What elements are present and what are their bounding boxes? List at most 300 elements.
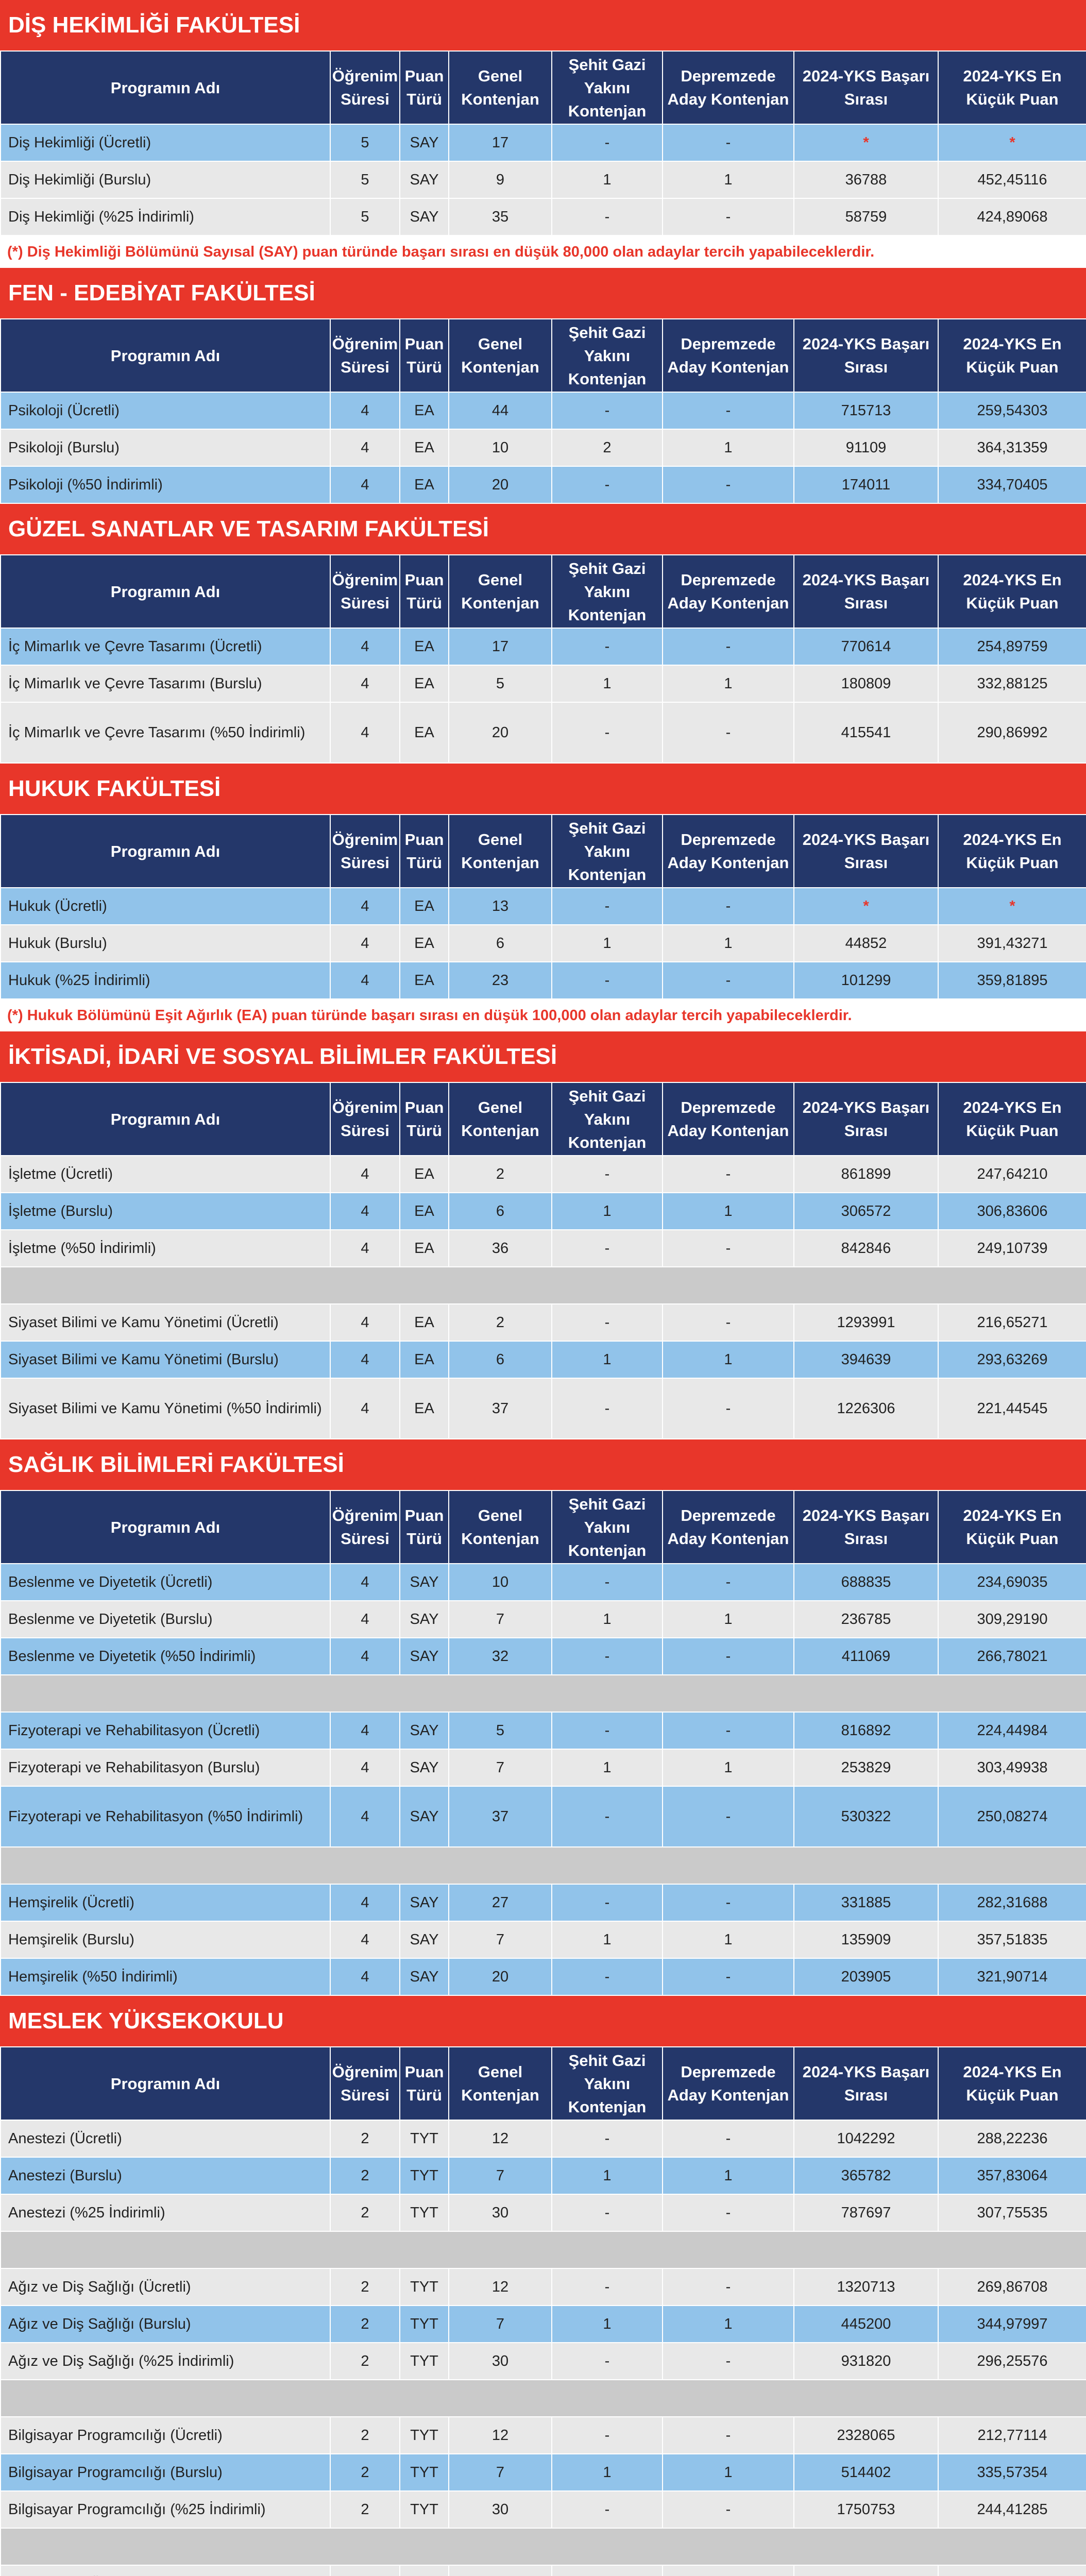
duration-cell: 4: [330, 925, 400, 962]
column-header: Şehit Gazi Yakını Kontenjan: [552, 51, 663, 124]
table-header-row: [1, 1082, 1086, 1156]
min-score-cell: 332,88125: [938, 665, 1086, 702]
footnote: (*) Diş Hekimliği Bölümünü Sayısal (SAY) puan türünde başarı sırası en düşük 80,000 olan adaylar tercih yapabileceklerdir.: [0, 236, 1086, 268]
min-score-cell: 288,22236: [938, 2120, 1086, 2157]
martyr-veteran-quota-cell: -: [552, 888, 663, 925]
faculty-title: MESLEK YÜKSEKOKULU: [0, 1996, 1086, 2046]
column-header: 2024-YKS Başarı Sırası: [794, 1490, 938, 1564]
ranking-cell: 688835: [794, 1564, 938, 1601]
program-name-cell: Psikoloji (%50 İndirimli): [1, 466, 330, 503]
general-quota-cell: 5: [449, 1712, 552, 1749]
program-table: [0, 554, 1086, 764]
score-type-cell: EA: [400, 702, 449, 763]
table-row: [1, 1884, 1086, 1921]
duration-cell: [330, 2565, 400, 2576]
table-row: [1, 1341, 1086, 1378]
min-score-cell: 234,69035: [938, 1564, 1086, 1601]
earthquake-quota-cell: -: [663, 2417, 794, 2454]
general-quota-cell: [449, 2565, 552, 2576]
min-score-cell: 334,70405: [938, 466, 1086, 503]
martyr-veteran-quota-cell: -: [552, 392, 663, 429]
duration-cell: 4: [330, 1193, 400, 1230]
min-score-cell: 224,44984: [938, 1712, 1086, 1749]
program-table: [0, 50, 1086, 236]
column-header: Şehit Gazi Yakını Kontenjan: [552, 555, 663, 628]
table-row: [1, 1958, 1086, 1995]
duration-cell: 4: [330, 1156, 400, 1193]
program-name-cell: Hemşirelik (Ücretli): [1, 1884, 330, 1921]
table-row: [1, 2268, 1086, 2306]
column-header: 2024-YKS En Küçük Puan: [938, 319, 1086, 392]
general-quota-cell: 20: [449, 702, 552, 763]
min-score-cell: 306,83606: [938, 1193, 1086, 1230]
general-quota-cell: 10: [449, 429, 552, 466]
martyr-veteran-quota-cell: -: [552, 1638, 663, 1675]
general-quota-cell: 7: [449, 2157, 552, 2194]
column-header: 2024-YKS En Küçük Puan: [938, 1490, 1086, 1564]
min-score-cell: [938, 888, 1086, 925]
duration-cell: 5: [330, 124, 400, 161]
column-header: Puan Türü: [400, 815, 449, 888]
martyr-veteran-quota-cell: 1: [552, 925, 663, 962]
score-type-cell: EA: [400, 888, 449, 925]
martyr-veteran-quota-cell: 1: [552, 665, 663, 702]
score-type-cell: EA: [400, 665, 449, 702]
earthquake-quota-cell: 1: [663, 429, 794, 466]
program-table: [0, 318, 1086, 504]
score-type-cell: TYT: [400, 2343, 449, 2380]
duration-cell: 5: [330, 161, 400, 198]
general-quota-cell: 36: [449, 1230, 552, 1267]
general-quota-cell: 12: [449, 2120, 552, 2157]
program-name-cell: Hukuk (Ücretli): [1, 888, 330, 925]
table-row: [1, 2491, 1086, 2528]
earthquake-quota-cell: -: [663, 628, 794, 665]
table-row: [1, 925, 1086, 962]
min-score-cell: 249,10739: [938, 1230, 1086, 1267]
min-score-cell: 424,89068: [938, 198, 1086, 235]
martyr-veteran-quota-cell: 1: [552, 1601, 663, 1638]
program-name-cell: Siyaset Bilimi ve Kamu Yönetimi (Ücretli): [1, 1304, 330, 1341]
program-name-cell: İç Mimarlık ve Çevre Tasarımı (%50 İndirimli): [1, 702, 330, 763]
score-type-cell: TYT: [400, 2417, 449, 2454]
martyr-veteran-quota-cell: -: [552, 1304, 663, 1341]
martyr-veteran-quota-cell: -: [552, 628, 663, 665]
min-score-cell: 364,31359: [938, 429, 1086, 466]
program-name-cell: İşletme (Ücretli): [1, 1156, 330, 1193]
min-score-cell: 282,31688: [938, 1884, 1086, 1921]
earthquake-quota-cell: -: [663, 1958, 794, 1995]
column-header: Şehit Gazi Yakını Kontenjan: [552, 1082, 663, 1156]
martyr-veteran-quota-cell: -: [552, 2343, 663, 2380]
general-quota-cell: 44: [449, 392, 552, 429]
faculty-title: İKTİSADİ, İDARİ VE SOSYAL BİLİMLER FAKÜLTESİ: [0, 1031, 1086, 1082]
duration-cell: 4: [330, 1601, 400, 1638]
earthquake-quota-cell: -: [663, 1156, 794, 1193]
score-type-cell: EA: [400, 1304, 449, 1341]
column-header: Programın Adı: [1, 555, 330, 628]
table-row: [1, 665, 1086, 702]
program-name-cell: Bilgisayar Programcılığı (%25 İndirimli): [1, 2491, 330, 2528]
program-name-cell: İşletme (Burslu): [1, 1193, 330, 1230]
score-type-cell: SAY: [400, 1601, 449, 1638]
column-header: 2024-YKS Başarı Sırası: [794, 815, 938, 888]
martyr-veteran-quota-cell: 1: [552, 1193, 663, 1230]
general-quota-cell: 2: [449, 1156, 552, 1193]
ranking-cell: 1320713: [794, 2268, 938, 2306]
column-header: Programın Adı: [1, 2047, 330, 2120]
program-name-cell: Anestezi (Ücretli): [1, 2120, 330, 2157]
group-separator: [1, 2380, 1086, 2417]
duration-cell: 2: [330, 2491, 400, 2528]
earthquake-quota-cell: -: [663, 1230, 794, 1267]
earthquake-quota-cell: 1: [663, 1193, 794, 1230]
martyr-veteran-quota-cell: -: [552, 2491, 663, 2528]
score-type-cell: SAY: [400, 1786, 449, 1847]
score-type-cell: SAY: [400, 198, 449, 235]
faculty-title: HUKUK FAKÜLTESİ: [0, 764, 1086, 814]
score-type-cell: EA: [400, 1193, 449, 1230]
program-name-cell: Hemşirelik (%50 İndirimli): [1, 1958, 330, 1995]
general-quota-cell: 30: [449, 2343, 552, 2380]
duration-cell: 4: [330, 1564, 400, 1601]
earthquake-quota-cell: 1: [663, 161, 794, 198]
earthquake-quota-cell: -: [663, 1304, 794, 1341]
min-score-cell: 357,83064: [938, 2157, 1086, 2194]
table-row: [1, 198, 1086, 235]
earthquake-quota-cell: -: [663, 2343, 794, 2380]
ranking-cell: 415541: [794, 702, 938, 763]
program-name-cell: Anestezi (%25 İndirimli): [1, 2194, 330, 2231]
earthquake-quota-cell: -: [663, 392, 794, 429]
duration-cell: 4: [330, 962, 400, 999]
table-row: [1, 1304, 1086, 1341]
duration-cell: 2: [330, 2157, 400, 2194]
ranking-cell: 101299: [794, 962, 938, 999]
faculty-title: GÜZEL SANATLAR VE TASARIM FAKÜLTESİ: [0, 504, 1086, 554]
duration-cell: 4: [330, 1341, 400, 1378]
general-quota-cell: 7: [449, 1749, 552, 1786]
column-header: Puan Türü: [400, 555, 449, 628]
ranking-cell: 44852: [794, 925, 938, 962]
table-row: [1, 2565, 1086, 2576]
table-row: [1, 1378, 1086, 1439]
min-score-cell: 296,25576: [938, 2343, 1086, 2380]
min-score-cell: 293,63269: [938, 1341, 1086, 1378]
score-type-cell: SAY: [400, 124, 449, 161]
min-score-cell: 307,75535: [938, 2194, 1086, 2231]
ranking-cell: 530322: [794, 1786, 938, 1847]
score-type-cell: SAY: [400, 1638, 449, 1675]
general-quota-cell: 7: [449, 2306, 552, 2343]
column-header: Şehit Gazi Yakını Kontenjan: [552, 815, 663, 888]
program-name-cell: Hukuk (Burslu): [1, 925, 330, 962]
column-header: Öğrenim Süresi: [330, 555, 400, 628]
martyr-veteran-quota-cell: -: [552, 962, 663, 999]
score-type-cell: EA: [400, 429, 449, 466]
earthquake-quota-cell: -: [663, 1712, 794, 1749]
earthquake-quota-cell: -: [663, 2120, 794, 2157]
general-quota-cell: 30: [449, 2491, 552, 2528]
score-type-cell: EA: [400, 1378, 449, 1439]
footnote: (*) Hukuk Bölümünü Eşit Ağırlık (EA) puan türünde başarı sırası en düşük 100,000 olan adaylar tercih yapabileceklerdir.: [0, 999, 1086, 1031]
general-quota-cell: 13: [449, 888, 552, 925]
asterisk-marker: *: [1009, 898, 1015, 914]
min-score-cell: [938, 2565, 1086, 2576]
column-header: Depremzede Aday Kontenjan: [663, 1082, 794, 1156]
general-quota-cell: 20: [449, 1958, 552, 1995]
column-header: 2024-YKS En Küçük Puan: [938, 1082, 1086, 1156]
duration-cell: 4: [330, 888, 400, 925]
earthquake-quota-cell: 1: [663, 1341, 794, 1378]
martyr-veteran-quota-cell: 1: [552, 1921, 663, 1958]
martyr-veteran-quota-cell: -: [552, 1564, 663, 1601]
table-row: [1, 1749, 1086, 1786]
score-type-cell: SAY: [400, 1921, 449, 1958]
general-quota-cell: 10: [449, 1564, 552, 1601]
faculty-title: FEN - EDEBİYAT FAKÜLTESİ: [0, 268, 1086, 318]
faculty-title: SAĞLIK BİLİMLERİ FAKÜLTESİ: [0, 1439, 1086, 1490]
general-quota-cell: 6: [449, 1341, 552, 1378]
duration-cell: 4: [330, 702, 400, 763]
ranking-cell: [794, 2565, 938, 2576]
earthquake-quota-cell: -: [663, 962, 794, 999]
earthquake-quota-cell: -: [663, 888, 794, 925]
column-header: 2024-YKS En Küçük Puan: [938, 2047, 1086, 2120]
martyr-veteran-quota-cell: -: [552, 1712, 663, 1749]
min-score-cell: 259,54303: [938, 392, 1086, 429]
program-name-cell: Beslenme ve Diyetetik (Ücretli): [1, 1564, 330, 1601]
ranking-cell: 931820: [794, 2343, 938, 2380]
column-header: 2024-YKS En Küçük Puan: [938, 815, 1086, 888]
duration-cell: 4: [330, 1378, 400, 1439]
table-row: [1, 2417, 1086, 2454]
column-header: Öğrenim Süresi: [330, 815, 400, 888]
duration-cell: 4: [330, 665, 400, 702]
score-type-cell: SAY: [400, 1958, 449, 1995]
table-row: [1, 1564, 1086, 1601]
earthquake-quota-cell: -: [663, 198, 794, 235]
min-score-cell: 254,89759: [938, 628, 1086, 665]
column-header: Öğrenim Süresi: [330, 51, 400, 124]
program-name-cell: Anestezi (Burslu): [1, 2157, 330, 2194]
program-name-cell: Beslenme ve Diyetetik (Burslu): [1, 1601, 330, 1638]
general-quota-cell: 7: [449, 1921, 552, 1958]
duration-cell: 2: [330, 2268, 400, 2306]
duration-cell: 4: [330, 1786, 400, 1847]
martyr-veteran-quota-cell: 1: [552, 2454, 663, 2491]
ranking-cell: 365782: [794, 2157, 938, 2194]
min-score-cell: 359,81895: [938, 962, 1086, 999]
column-header: 2024-YKS Başarı Sırası: [794, 319, 938, 392]
martyr-veteran-quota-cell: 1: [552, 1749, 663, 1786]
general-quota-cell: 5: [449, 665, 552, 702]
separator-cell: [1, 1847, 1086, 1884]
min-score-cell: [938, 124, 1086, 161]
ranking-cell: 180809: [794, 665, 938, 702]
column-header: Puan Türü: [400, 2047, 449, 2120]
column-header: Puan Türü: [400, 1082, 449, 1156]
score-type-cell: EA: [400, 962, 449, 999]
duration-cell: 4: [330, 1304, 400, 1341]
earthquake-quota-cell: -: [663, 2268, 794, 2306]
general-quota-cell: 17: [449, 124, 552, 161]
martyr-veteran-quota-cell: -: [552, 1230, 663, 1267]
program-name-cell: Siyaset Bilimi ve Kamu Yönetimi (Burslu): [1, 1341, 330, 1378]
score-type-cell: EA: [400, 1230, 449, 1267]
table-header-row: [1, 555, 1086, 628]
ranking-cell: 445200: [794, 2306, 938, 2343]
martyr-veteran-quota-cell: 2: [552, 429, 663, 466]
duration-cell: 2: [330, 2454, 400, 2491]
ranking-cell: 1750753: [794, 2491, 938, 2528]
group-separator: [1, 1847, 1086, 1884]
column-header: Puan Türü: [400, 1490, 449, 1564]
separator-cell: [1, 2528, 1086, 2565]
column-header: Programın Adı: [1, 319, 330, 392]
table-row: [1, 1786, 1086, 1847]
program-name-cell: Fizyoterapi ve Rehabilitasyon (Burslu): [1, 1749, 330, 1786]
column-header: Depremzede Aday Kontenjan: [663, 555, 794, 628]
duration-cell: 4: [330, 1712, 400, 1749]
ranking-cell: 715713: [794, 392, 938, 429]
table-row: [1, 1156, 1086, 1193]
program-name-cell: Psikoloji (Burslu): [1, 429, 330, 466]
program-name-cell: Ağız ve Diş Sağlığı (%25 İndirimli): [1, 2343, 330, 2380]
min-score-cell: 290,86992: [938, 702, 1086, 763]
column-header: Puan Türü: [400, 319, 449, 392]
earthquake-quota-cell: 1: [663, 1749, 794, 1786]
earthquake-quota-cell: -: [663, 2194, 794, 2231]
martyr-veteran-quota-cell: -: [552, 2268, 663, 2306]
martyr-veteran-quota-cell: -: [552, 198, 663, 235]
score-type-cell: [400, 2565, 449, 2576]
martyr-veteran-quota-cell: -: [552, 2120, 663, 2157]
general-quota-cell: 7: [449, 2454, 552, 2491]
martyr-veteran-quota-cell: 1: [552, 1341, 663, 1378]
ranking-cell: 331885: [794, 1884, 938, 1921]
general-quota-cell: 27: [449, 1884, 552, 1921]
program-name-cell: Fizyoterapi ve Rehabilitasyon (Ücretli): [1, 1712, 330, 1749]
column-header: 2024-YKS En Küçük Puan: [938, 51, 1086, 124]
score-type-cell: TYT: [400, 2194, 449, 2231]
table-row: [1, 161, 1086, 198]
ranking-cell: 174011: [794, 466, 938, 503]
table-row: [1, 2343, 1086, 2380]
group-separator: [1, 2528, 1086, 2565]
general-quota-cell: 17: [449, 628, 552, 665]
earthquake-quota-cell: 1: [663, 925, 794, 962]
score-type-cell: SAY: [400, 1712, 449, 1749]
asterisk-marker: *: [863, 898, 869, 914]
min-score-cell: 216,65271: [938, 1304, 1086, 1341]
martyr-veteran-quota-cell: 1: [552, 2157, 663, 2194]
min-score-cell: 212,77114: [938, 2417, 1086, 2454]
faculty-title: DİŞ HEKİMLİĞİ FAKÜLTESİ: [0, 0, 1086, 50]
martyr-veteran-quota-cell: -: [552, 1378, 663, 1439]
column-header: Şehit Gazi Yakını Kontenjan: [552, 2047, 663, 2120]
table-row: [1, 2120, 1086, 2157]
program-name-cell: İç Mimarlık ve Çevre Tasarımı (Burslu): [1, 665, 330, 702]
general-quota-cell: 12: [449, 2268, 552, 2306]
table-row: [1, 429, 1086, 466]
duration-cell: 2: [330, 2306, 400, 2343]
score-type-cell: SAY: [400, 161, 449, 198]
earthquake-quota-cell: -: [663, 1638, 794, 1675]
column-header: 2024-YKS Başarı Sırası: [794, 1082, 938, 1156]
general-quota-cell: 30: [449, 2194, 552, 2231]
table-header-row: [1, 1490, 1086, 1564]
ranking-cell: 1226306: [794, 1378, 938, 1439]
table-row: [1, 2194, 1086, 2231]
duration-cell: 4: [330, 1921, 400, 1958]
ranking-cell: 787697: [794, 2194, 938, 2231]
table-header-row: [1, 319, 1086, 392]
duration-cell: 4: [330, 1884, 400, 1921]
score-type-cell: EA: [400, 1341, 449, 1378]
score-type-cell: TYT: [400, 2268, 449, 2306]
duration-cell: 2: [330, 2343, 400, 2380]
asterisk-marker: *: [863, 134, 869, 151]
table-row: [1, 1601, 1086, 1638]
program-name-cell: [1, 2565, 330, 2576]
earthquake-quota-cell: -: [663, 1884, 794, 1921]
ranking-cell: 306572: [794, 1193, 938, 1230]
score-type-cell: TYT: [400, 2454, 449, 2491]
column-header: 2024-YKS Başarı Sırası: [794, 51, 938, 124]
ranking-cell: 2328065: [794, 2417, 938, 2454]
score-type-cell: TYT: [400, 2491, 449, 2528]
column-header: 2024-YKS Başarı Sırası: [794, 2047, 938, 2120]
table-row: [1, 2306, 1086, 2343]
asterisk-marker: *: [1009, 134, 1015, 151]
score-type-cell: SAY: [400, 1564, 449, 1601]
martyr-veteran-quota-cell: -: [552, 466, 663, 503]
ranking-cell: 394639: [794, 1341, 938, 1378]
column-header: Programın Adı: [1, 1082, 330, 1156]
program-name-cell: Beslenme ve Diyetetik (%50 İndirimli): [1, 1638, 330, 1675]
duration-cell: 2: [330, 2417, 400, 2454]
separator-cell: [1, 1267, 1086, 1304]
min-score-cell: 221,44545: [938, 1378, 1086, 1439]
column-header: Programın Adı: [1, 1490, 330, 1564]
earthquake-quota-cell: 1: [663, 665, 794, 702]
program-name-cell: Diş Hekimliği (Ücretli): [1, 124, 330, 161]
earthquake-quota-cell: 1: [663, 2157, 794, 2194]
earthquake-quota-cell: -: [663, 1564, 794, 1601]
earthquake-quota-cell: 1: [663, 2306, 794, 2343]
column-header: Depremzede Aday Kontenjan: [663, 2047, 794, 2120]
program-table: [0, 814, 1086, 999]
duration-cell: 4: [330, 1638, 400, 1675]
martyr-veteran-quota-cell: -: [552, 702, 663, 763]
program-name-cell: Psikoloji (Ücretli): [1, 392, 330, 429]
table-row: [1, 1230, 1086, 1267]
duration-cell: 2: [330, 2194, 400, 2231]
min-score-cell: 452,45116: [938, 161, 1086, 198]
program-name-cell: Diş Hekimliği (%25 İndirimli): [1, 198, 330, 235]
general-quota-cell: 32: [449, 1638, 552, 1675]
earthquake-quota-cell: [663, 2565, 794, 2576]
table-row: [1, 466, 1086, 503]
column-header: Genel Kontenjan: [449, 319, 552, 392]
ranking-cell: 770614: [794, 628, 938, 665]
martyr-veteran-quota-cell: -: [552, 1958, 663, 1995]
separator-cell: [1, 1675, 1086, 1712]
column-header: Genel Kontenjan: [449, 1082, 552, 1156]
min-score-cell: 309,29190: [938, 1601, 1086, 1638]
martyr-veteran-quota-cell: -: [552, 1156, 663, 1193]
